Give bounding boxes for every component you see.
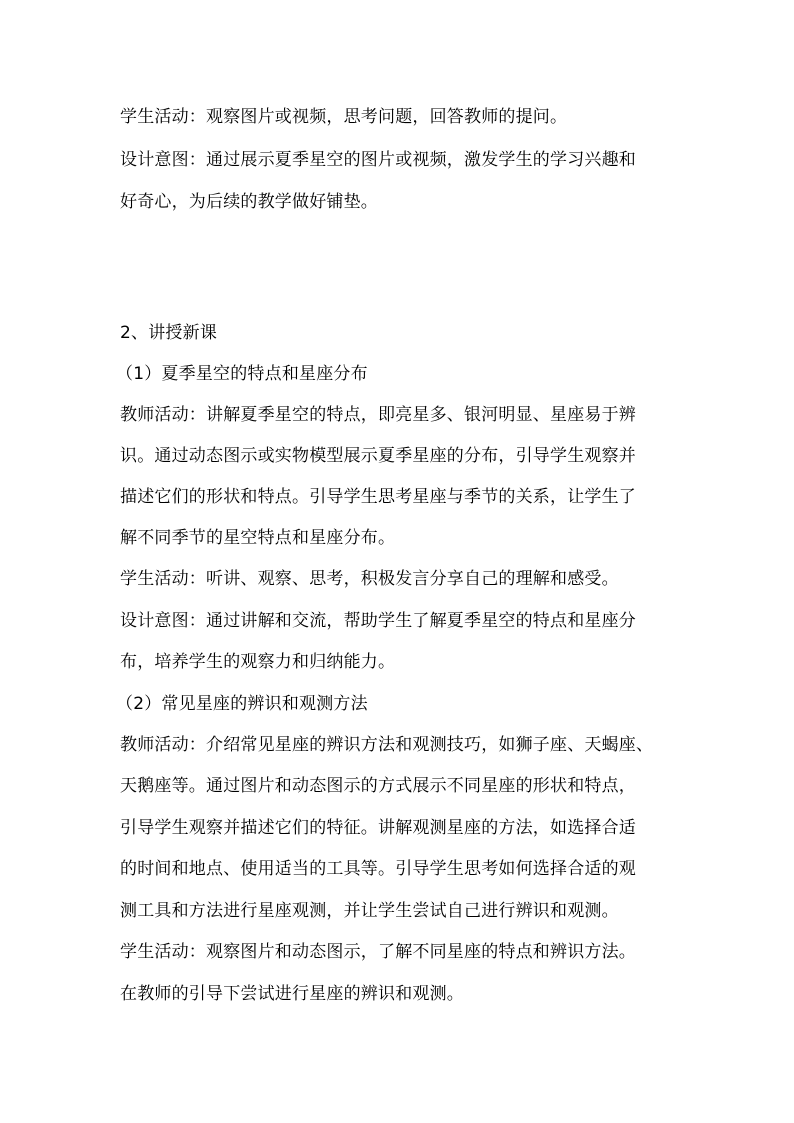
text-line: 教师活动：介绍常见星座的辨识方法和观测技巧，如狮子座、天蝎座、 [120, 735, 654, 755]
text-line: 在教师的引导下尝试进行星座的辨识和观测。 [120, 984, 464, 1004]
text-line: 描述它们的形状和特点。引导学生思考星座与季节的关系，让学生了 [120, 487, 636, 507]
subsection-heading: （2）常见星座的辨识和观测方法 [116, 694, 368, 714]
text-line: 布，培养学生的观察力和归纳能力。 [120, 652, 396, 672]
text-line: 学生活动：观察图片或视频，思考问题，回答教师的提问。 [120, 107, 568, 127]
text-line: 识。通过动态图示或实物模型展示夏季星座的分布，引导学生观察并 [120, 446, 636, 466]
section-heading: 2、讲授新课 [120, 323, 218, 343]
text-line: 的时间和地点、使用适当的工具等。引导学生思考如何选择合适的观 [120, 859, 636, 879]
text-line: 天鹅座等。通过图片和动态图示的方式展示不同星座的形状和特点， [120, 776, 636, 796]
text-line: 解不同季节的星空特点和星座分布。 [120, 528, 396, 548]
text-line: 好奇心，为后续的教学做好铺垫。 [120, 192, 378, 212]
text-line: 引导学生观察并描述它们的特征。讲解观测星座的方法，如选择合适 [120, 818, 636, 838]
text-line: 教师活动：讲解夏季星空的特点，即亮星多、银河明显、星座易于辨 [120, 405, 636, 425]
subsection-heading: （1）夏季星空的特点和星座分布 [116, 364, 368, 384]
text-line: 设计意图：通过讲解和交流，帮助学生了解夏季星空的特点和星座分 [120, 611, 636, 631]
text-line: 学生活动：听讲、观察、思考，积极发言分享自己的理解和感受。 [120, 569, 619, 589]
text-line: 学生活动：观察图片和动态图示，了解不同星座的特点和辨识方法。 [120, 942, 636, 962]
text-line: 设计意图：通过展示夏季星空的图片或视频，激发学生的学习兴趣和 [120, 150, 636, 170]
text-line: 测工具和方法进行星座观测，并让学生尝试自己进行辨识和观测。 [120, 901, 619, 921]
